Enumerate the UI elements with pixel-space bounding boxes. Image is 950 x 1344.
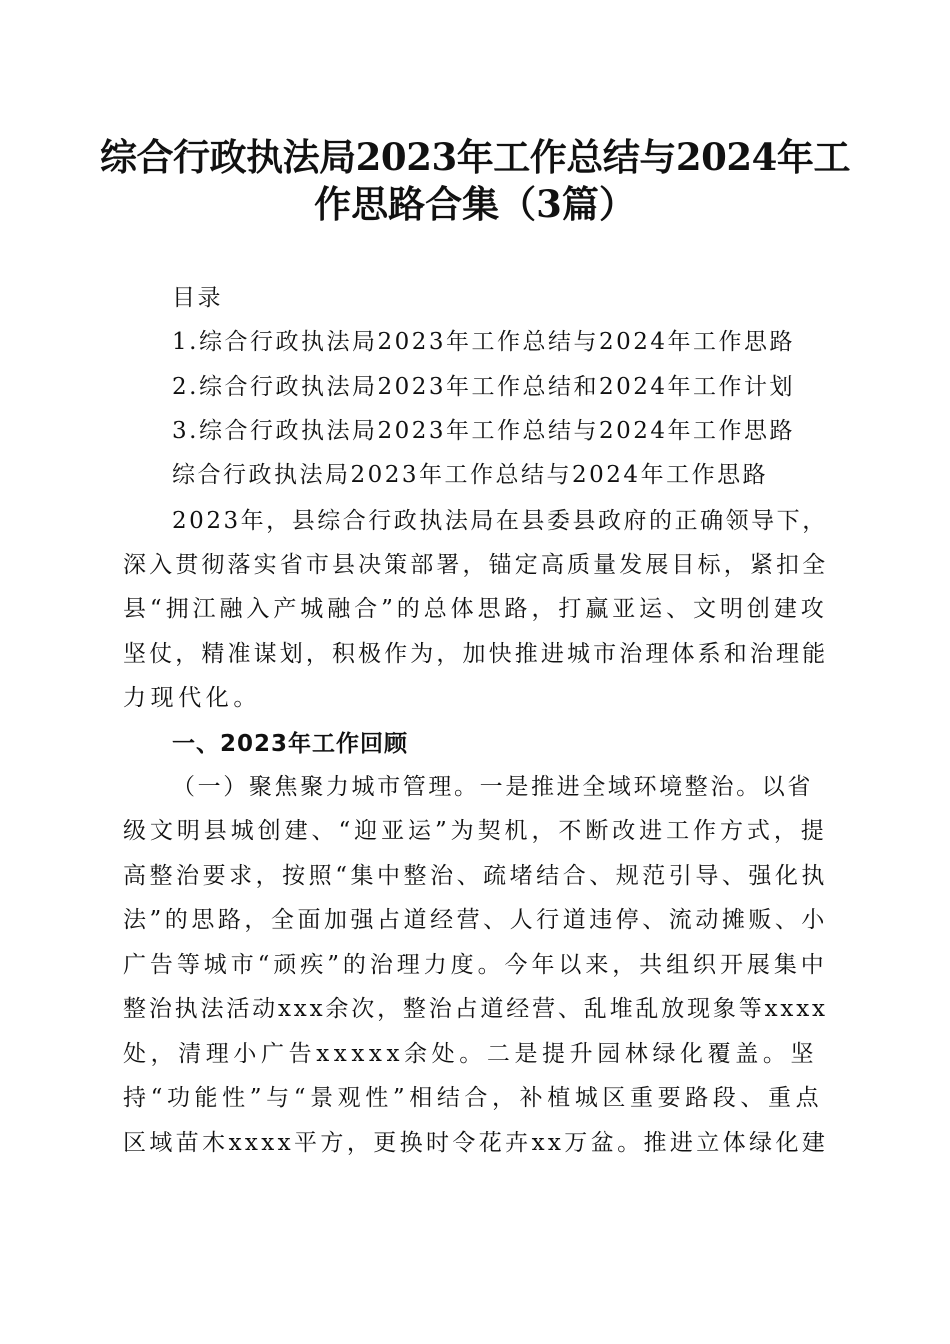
section1-line-4: 法”的思路，全面加强占道经营、人行道违停、流动摊贩、小 xyxy=(123,907,828,933)
toc-item-1: 1.综合行政执法局2023年工作总结与2024年工作思路 xyxy=(172,329,796,355)
section1-line-1: （一）聚焦聚力城市管理。一是推进全域环境整治。以省 xyxy=(172,774,813,800)
article-title: 综合行政执法局2023年工作总结与2024年工作思路 xyxy=(172,462,769,488)
section1-line-2: 级文明县城创建、“迎亚运”为契机，不断改进工作方式，提 xyxy=(123,818,828,844)
document-title-line-2: 作思路合集（3篇） xyxy=(314,182,636,226)
intro-line-2: 深入贯彻落实省市县决策部署，锚定高质量发展目标，紧扣全 xyxy=(123,552,829,578)
section1-line-8: 持“功能性”与“景观性”相结合，补植城区重要路段、重点 xyxy=(123,1085,824,1111)
section1-line-3: 高整治要求，按照“集中整治、疏堵结合、规范引导、强化执 xyxy=(123,863,828,889)
document-title-line-1: 综合行政执法局2023年工作总结与2024年工 xyxy=(100,135,850,179)
intro-line-4: 坚仗，精准谋划，积极作为，加快推进城市治理体系和治理能 xyxy=(123,641,829,667)
section1-line-9: 区域苗木xxxx平方，更换时令花卉xx万盆。推进立体绿化建 xyxy=(123,1130,829,1156)
section1-line-7: 处，清理小广告xxxxx余处。二是提升园林绿化覆盖。坚 xyxy=(123,1041,819,1067)
section1-line-5: 广告等城市“顽疾”的治理力度。今年以来，共组织开展集中 xyxy=(123,952,828,978)
section1-line-6: 整治执法活动xxx余次，整治占道经营、乱堆乱放现象等xxxx xyxy=(123,996,828,1022)
intro-line-3: 县“拥江融入产城融合”的总体思路，打赢亚运、文明创建攻 xyxy=(123,596,828,622)
intro-line-1: 2023年，县综合行政执法局在县委县政府的正确领导下， xyxy=(172,508,828,534)
toc-item-2: 2.综合行政执法局2023年工作总结和2024年工作计划 xyxy=(172,374,796,400)
intro-line-5: 力现代化。 xyxy=(123,685,261,711)
section-heading: 一、2023年工作回顾 xyxy=(172,731,409,757)
toc-item-3: 3.综合行政执法局2023年工作总结与2024年工作思路 xyxy=(172,418,796,444)
toc-label: 目录 xyxy=(172,285,223,311)
